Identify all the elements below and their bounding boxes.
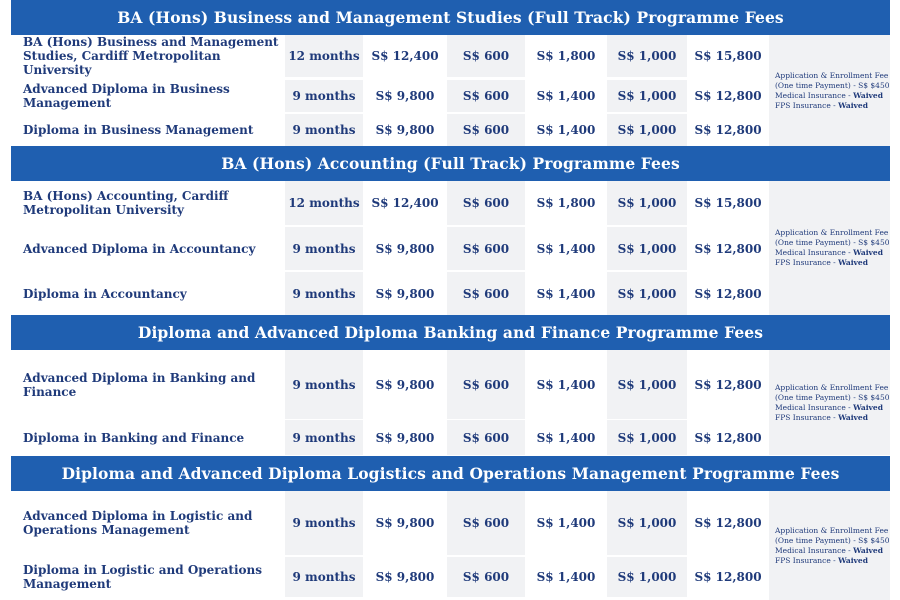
duration-cell: 9 months <box>285 420 363 455</box>
application-fee-note: Application & Enrollment Fee (One time Payment) - S$ $450 <box>775 70 890 90</box>
tuition-fee-cell: S$ 9,800 <box>365 557 445 597</box>
medical-insurance-note <box>775 403 890 413</box>
duration-cell: 9 months <box>285 491 363 555</box>
programme-name-cell: Advanced Diploma in Logistic and Operations Management <box>11 491 283 555</box>
fee-notes <box>769 491 890 600</box>
medical-insurance-value: Waived <box>853 402 883 412</box>
medical-insurance-label: Medical Insurance - <box>775 248 854 257</box>
fee-cell: S$ 1,000 <box>607 227 687 270</box>
fee-cell: S$ 600 <box>447 557 525 597</box>
fps-insurance-note <box>775 258 890 268</box>
fee-cell: S$ 1,000 <box>607 181 687 225</box>
fps-insurance-value: Waived <box>838 100 868 110</box>
duration-cell: 9 months <box>285 272 363 315</box>
fee-notes <box>769 35 890 146</box>
application-fee-note: Application & Enrollment Fee (One time Payment) - S$ $450 <box>775 382 890 402</box>
fps-insurance-label: FPS Insurance - <box>775 412 839 422</box>
fee-cell: S$ 600 <box>447 350 525 419</box>
fee-cell: S$ 1,000 <box>607 491 687 555</box>
tuition-fee-cell: S$ 12,400 <box>365 35 445 77</box>
fps-insurance-label: FPS Insurance - <box>775 100 839 110</box>
programme-name-cell: Diploma in Banking and Finance <box>11 420 283 455</box>
fee-cell: S$ 600 <box>447 420 525 455</box>
total-fee-cell: S$ 15,800 <box>689 35 767 77</box>
programme-name-cell: Diploma in Logistic and Operations Management <box>11 557 283 597</box>
fps-insurance-note <box>775 101 890 111</box>
fee-cell: S$ 1,400 <box>527 350 605 419</box>
fps-insurance-note <box>775 413 890 423</box>
duration-cell: 12 months <box>285 35 363 77</box>
fps-insurance-label: FPS Insurance - <box>775 258 839 267</box>
tuition-fee-cell: S$ 9,800 <box>365 114 445 146</box>
fees-table <box>11 0 890 600</box>
medical-insurance-label: Medical Insurance - <box>775 90 854 100</box>
fee-cell: S$ 600 <box>447 80 525 112</box>
medical-insurance-note <box>775 248 890 258</box>
duration-cell: 12 months <box>285 181 363 225</box>
fee-cell: S$ 1,400 <box>527 420 605 455</box>
programme-name-cell: BA (Hons) Business and Management Studies, Cardiff Metropolitan University <box>11 35 283 77</box>
fee-cell: S$ 600 <box>447 491 525 555</box>
programme-name-cell: Diploma in Accountancy <box>11 272 283 315</box>
section-title: BA (Hons) Business and Management Studies (Full Track) Programme Fees <box>11 0 890 35</box>
fee-cell: S$ 600 <box>447 227 525 270</box>
fee-cell: S$ 1,000 <box>607 420 687 455</box>
fee-cell: S$ 1,800 <box>527 181 605 225</box>
total-fee-cell: S$ 12,800 <box>689 227 767 270</box>
fee-cell: S$ 600 <box>447 272 525 315</box>
section-title: Diploma and Advanced Diploma Banking and Finance Programme Fees <box>11 315 890 350</box>
fee-cell: S$ 1,400 <box>527 80 605 112</box>
fee-notes <box>769 181 890 315</box>
fee-cell: S$ 1,000 <box>607 80 687 112</box>
duration-cell: 9 months <box>285 80 363 112</box>
medical-insurance-value: Waived <box>853 545 883 555</box>
fee-cell: S$ 1,800 <box>527 35 605 77</box>
fee-cell: S$ 1,000 <box>607 114 687 146</box>
total-fee-cell: S$ 12,800 <box>689 114 767 146</box>
application-fee-note: Application & Enrollment Fee (One time Payment) - S$ $450 <box>775 228 890 247</box>
fps-insurance-value: Waived <box>838 258 868 267</box>
fee-cell: S$ 600 <box>447 114 525 146</box>
tuition-fee-cell: S$ 9,800 <box>365 420 445 455</box>
fee-cell: S$ 1,400 <box>527 557 605 597</box>
tuition-fee-cell: S$ 12,400 <box>365 181 445 225</box>
fps-insurance-label: FPS Insurance - <box>775 555 839 565</box>
medical-insurance-value: Waived <box>853 90 883 100</box>
programme-name-cell: Advanced Diploma in Business Management <box>11 80 283 112</box>
section-title: Diploma and Advanced Diploma Logistics and Operations Management Programme Fees <box>11 456 890 491</box>
fee-cell: S$ 1,400 <box>527 114 605 146</box>
programme-name-cell: BA (Hons) Accounting, Cardiff Metropolitan University <box>11 181 283 225</box>
fps-insurance-value: Waived <box>838 412 868 422</box>
medical-insurance-value: Waived <box>853 248 883 257</box>
fee-notes <box>769 350 890 455</box>
fee-cell: S$ 1,000 <box>607 557 687 597</box>
application-fee-note: Application & Enrollment Fee (One time Payment) - S$ $450 <box>775 525 890 545</box>
fee-cell: S$ 600 <box>447 181 525 225</box>
fps-insurance-value: Waived <box>838 555 868 565</box>
tuition-fee-cell: S$ 9,800 <box>365 80 445 112</box>
duration-cell: 9 months <box>285 227 363 270</box>
fee-cell: S$ 1,400 <box>527 227 605 270</box>
tuition-fee-cell: S$ 9,800 <box>365 272 445 315</box>
tuition-fee-cell: S$ 9,800 <box>365 491 445 555</box>
total-fee-cell: S$ 12,800 <box>689 491 767 555</box>
duration-cell: 9 months <box>285 350 363 419</box>
medical-insurance-note <box>775 546 890 556</box>
fee-cell: S$ 1,000 <box>607 272 687 315</box>
programme-name-cell: Diploma in Business Management <box>11 114 283 146</box>
total-fee-cell: S$ 12,800 <box>689 420 767 455</box>
total-fee-cell: S$ 12,800 <box>689 80 767 112</box>
fee-cell: S$ 1,000 <box>607 350 687 419</box>
duration-cell: 9 months <box>285 114 363 146</box>
tuition-fee-cell: S$ 9,800 <box>365 227 445 270</box>
programme-name-cell: Advanced Diploma in Accountancy <box>11 227 283 270</box>
tuition-fee-cell: S$ 9,800 <box>365 350 445 419</box>
fee-cell: S$ 600 <box>447 35 525 77</box>
medical-insurance-label: Medical Insurance - <box>775 545 854 555</box>
total-fee-cell: S$ 12,800 <box>689 272 767 315</box>
fps-insurance-note <box>775 556 890 566</box>
fee-cell: S$ 1,000 <box>607 35 687 77</box>
total-fee-cell: S$ 12,800 <box>689 350 767 419</box>
fee-cell: S$ 1,400 <box>527 491 605 555</box>
fee-cell: S$ 1,400 <box>527 272 605 315</box>
programme-name-cell: Advanced Diploma in Banking and Finance <box>11 350 283 419</box>
total-fee-cell: S$ 15,800 <box>689 181 767 225</box>
duration-cell: 9 months <box>285 557 363 597</box>
medical-insurance-note <box>775 91 890 101</box>
section-title: BA (Hons) Accounting (Full Track) Programme Fees <box>11 146 890 181</box>
medical-insurance-label: Medical Insurance - <box>775 402 854 412</box>
total-fee-cell: S$ 12,800 <box>689 557 767 597</box>
